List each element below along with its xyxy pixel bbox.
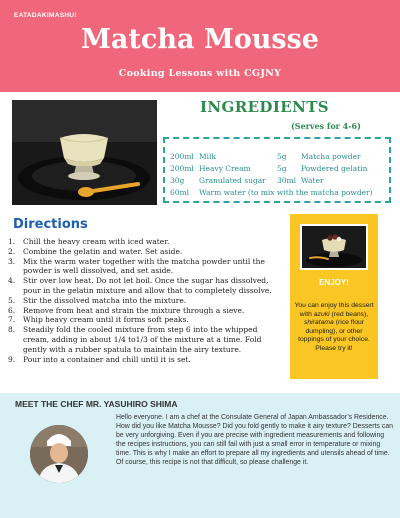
step-text: Mix the warm water together with the matcha powder until the powder is well dissolved, and set aside.: [23, 256, 265, 276]
directions-list: [8, 237, 285, 364]
step-text: Remove from heat and strain the mixture through a sieve.: [23, 305, 245, 315]
direction-step: [8, 306, 285, 316]
enjoy-sidebar: [290, 214, 378, 379]
enjoy-photo: [300, 224, 368, 270]
brand-label: EATADAKIMASHU!: [14, 12, 77, 19]
ingredients-title: INGREDIENTS: [200, 98, 329, 116]
page-subtitle: Cooking Lessons with CGJNY: [118, 68, 282, 79]
ingredient-name: Milk: [199, 152, 217, 161]
ingredient-amount: 30g: [170, 176, 185, 185]
enjoy-text-part: You can enjoy this dessert with: [294, 302, 374, 318]
step-number: 5.: [8, 295, 16, 305]
direction-step: [8, 296, 285, 306]
step-text: Whip heavy cream until it forms soft peaks.: [23, 315, 189, 325]
ingredient-amount: 60ml: [170, 188, 190, 197]
ingredient-amount: 5g: [277, 152, 287, 161]
enjoy-shiratama: shiratama: [303, 319, 334, 327]
chef-title: MEET THE CHEF MR. YASUHIRO SHIMA: [15, 399, 178, 409]
step-text: Combine the gelatin and water. Set aside.: [23, 246, 183, 256]
ingredient-amount: 30ml: [277, 176, 297, 185]
step-text: Chill the heavy cream with iced water.: [23, 237, 170, 246]
chef-section: [0, 393, 400, 518]
ingredient-amount: 200ml: [170, 164, 194, 173]
step-number: 6.: [8, 305, 16, 315]
ingredient-name: Water: [301, 176, 324, 185]
enjoy-text: [294, 302, 374, 354]
step-text: Stir the dissolved matcha into the mixture.: [23, 295, 187, 305]
chef-bio: [116, 414, 394, 467]
step-number: 9.: [8, 354, 16, 364]
serves-label: (Serves for 4-6): [291, 121, 361, 131]
direction-step: [8, 247, 285, 257]
mousse-dessert-icon: [12, 100, 157, 205]
step-number: 2.: [8, 246, 16, 256]
direction-step: [8, 276, 285, 296]
step-text: Stir over low heat. Do not let boil. Once the sugar has dissolved, pour in the gelatin mixture and allow that to completely dissolve.: [23, 276, 272, 295]
chef-avatar: [30, 425, 88, 483]
step-text: Pour into a container and chill until it is set.: [23, 354, 191, 364]
direction-step: [8, 237, 285, 247]
enjoy-text-part: (rice flour dumpling), or other toppings of your choice. Please try it!: [298, 319, 370, 352]
ingredient-amount: 5g: [277, 164, 287, 173]
mousse-photo: [12, 100, 157, 205]
enjoy-title: ENJOY!: [319, 278, 349, 287]
ingredient-name: Granulated sugar: [199, 176, 266, 185]
step-number: 4.: [8, 276, 16, 286]
directions-title: Directions: [13, 217, 88, 232]
mousse-dessert-icon: [302, 226, 366, 268]
step-number: 7.: [8, 315, 16, 325]
ingredient-name: Matcha powder: [301, 152, 361, 161]
step-number: 8.: [8, 325, 16, 335]
enjoy-azuki: azuki: [313, 310, 330, 318]
page-title: Matcha Mousse: [81, 24, 319, 55]
ingredient-amount: 200ml: [170, 152, 194, 161]
enjoy-text-part: (red beans),: [329, 310, 369, 318]
chef-portrait-icon: [30, 425, 88, 483]
direction-step: [8, 315, 285, 325]
direction-step: [8, 325, 285, 354]
direction-step: [8, 355, 285, 365]
ingredient-name: Heavy Cream: [199, 164, 251, 173]
header-banner: [0, 0, 400, 92]
step-number: 3.: [8, 256, 16, 266]
chef-paragraph: How did you like Matcha Mousse? Did you fold gently to make it airy texture? Desserts can be very unforgiving. Even if you are precise with ingredient measurements and following the recipes instructions, you can still fail with just a small error in temperature or mixing time. This is why I make an effort to prepare all my ingredients and utensils ahead of time. Of course, this recipe is not that difficult, so please challenge it.: [116, 422, 393, 466]
direction-step: [8, 257, 285, 277]
chef-paragraph: Hello everyone. I am a chef at the Consulate General of Japan Ambassador’s Residence.: [116, 414, 389, 421]
ingredient-name: Powdered gelatin: [301, 164, 368, 173]
step-text: Steadily fold the cooled mixture from step 6 into the whipped cream, adding in about 1/4 to1/3 of the mixture at a time. Fold gently with a rubber spatula to maintain the airy texture.: [23, 325, 262, 354]
ingredient-name: Warm water (to mix with the matcha powder): [199, 188, 373, 197]
step-number: 1.: [8, 237, 16, 246]
